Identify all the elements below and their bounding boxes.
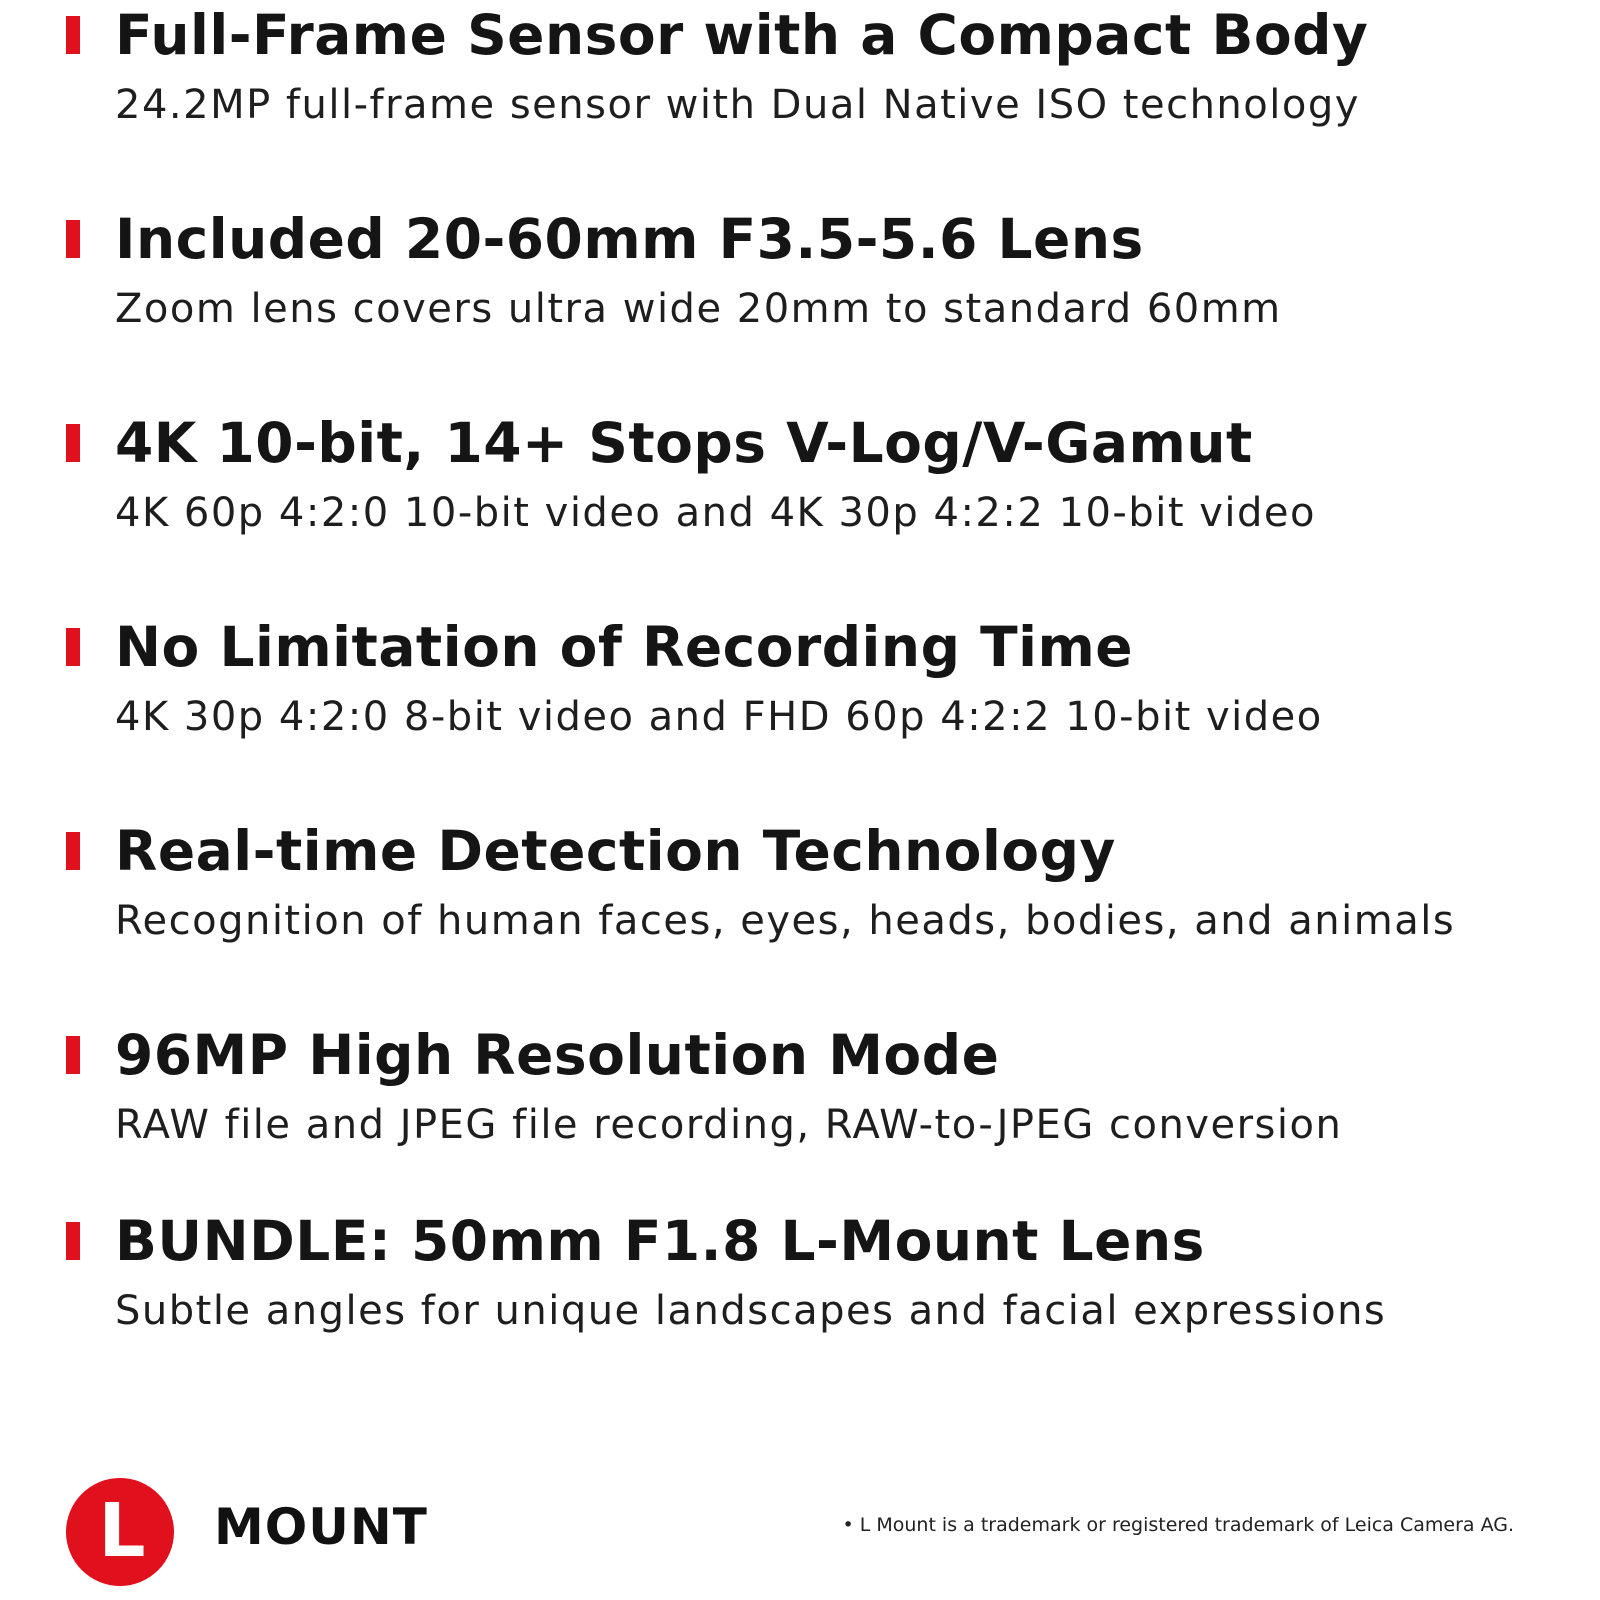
mount-label: MOUNT — [214, 1498, 428, 1556]
red-bar-bullet-icon — [66, 1036, 80, 1074]
feature-description: RAW file and JPEG file recording, RAW-to-JPEG conversion — [115, 1102, 1343, 1148]
red-bar-bullet-icon — [66, 16, 80, 54]
feature-description: 4K 30p 4:2:0 8-bit video and FHD 60p 4:2:2 10-bit video — [115, 694, 1323, 740]
red-bar-bullet-icon — [66, 424, 80, 462]
red-bar-bullet-icon — [66, 832, 80, 870]
red-bar-bullet-icon — [66, 220, 80, 258]
feature-title: BUNDLE: 50mm F1.8 L-Mount Lens — [115, 1209, 1205, 1273]
feature-title: 96MP High Resolution Mode — [115, 1023, 1000, 1087]
feature-description: 24.2MP full-frame sensor with Dual Native ISO technology — [115, 82, 1360, 128]
feature-description: Subtle angles for unique landscapes and facial expressions — [115, 1288, 1387, 1334]
feature-title: Real-time Detection Technology — [115, 819, 1116, 883]
feature-description: Recognition of human faces, eyes, heads, bodies, and animals — [115, 898, 1456, 944]
feature-title: Included 20-60mm F3.5-5.6 Lens — [115, 207, 1144, 271]
trademark-note: • L Mount is a trademark or registered trademark of Leica Camera AG. — [842, 1514, 1514, 1536]
footer — [0, 1475, 1600, 1585]
feature-title: 4K 10-bit, 14+ Stops V-Log/V-Gamut — [115, 411, 1253, 475]
red-bar-bullet-icon — [66, 1222, 80, 1260]
l-mount-logo-icon — [66, 1478, 174, 1586]
feature-description: Zoom lens covers ultra wide 20mm to standard 60mm — [115, 286, 1282, 332]
logo-letter: L — [98, 1488, 146, 1574]
feature-description: 4K 60p 4:2:0 10-bit video and 4K 30p 4:2:2 10-bit video — [115, 490, 1316, 536]
red-bar-bullet-icon — [66, 628, 80, 666]
feature-title: No Limitation of Recording Time — [115, 615, 1134, 679]
feature-title: Full-Frame Sensor with a Compact Body — [115, 3, 1369, 67]
